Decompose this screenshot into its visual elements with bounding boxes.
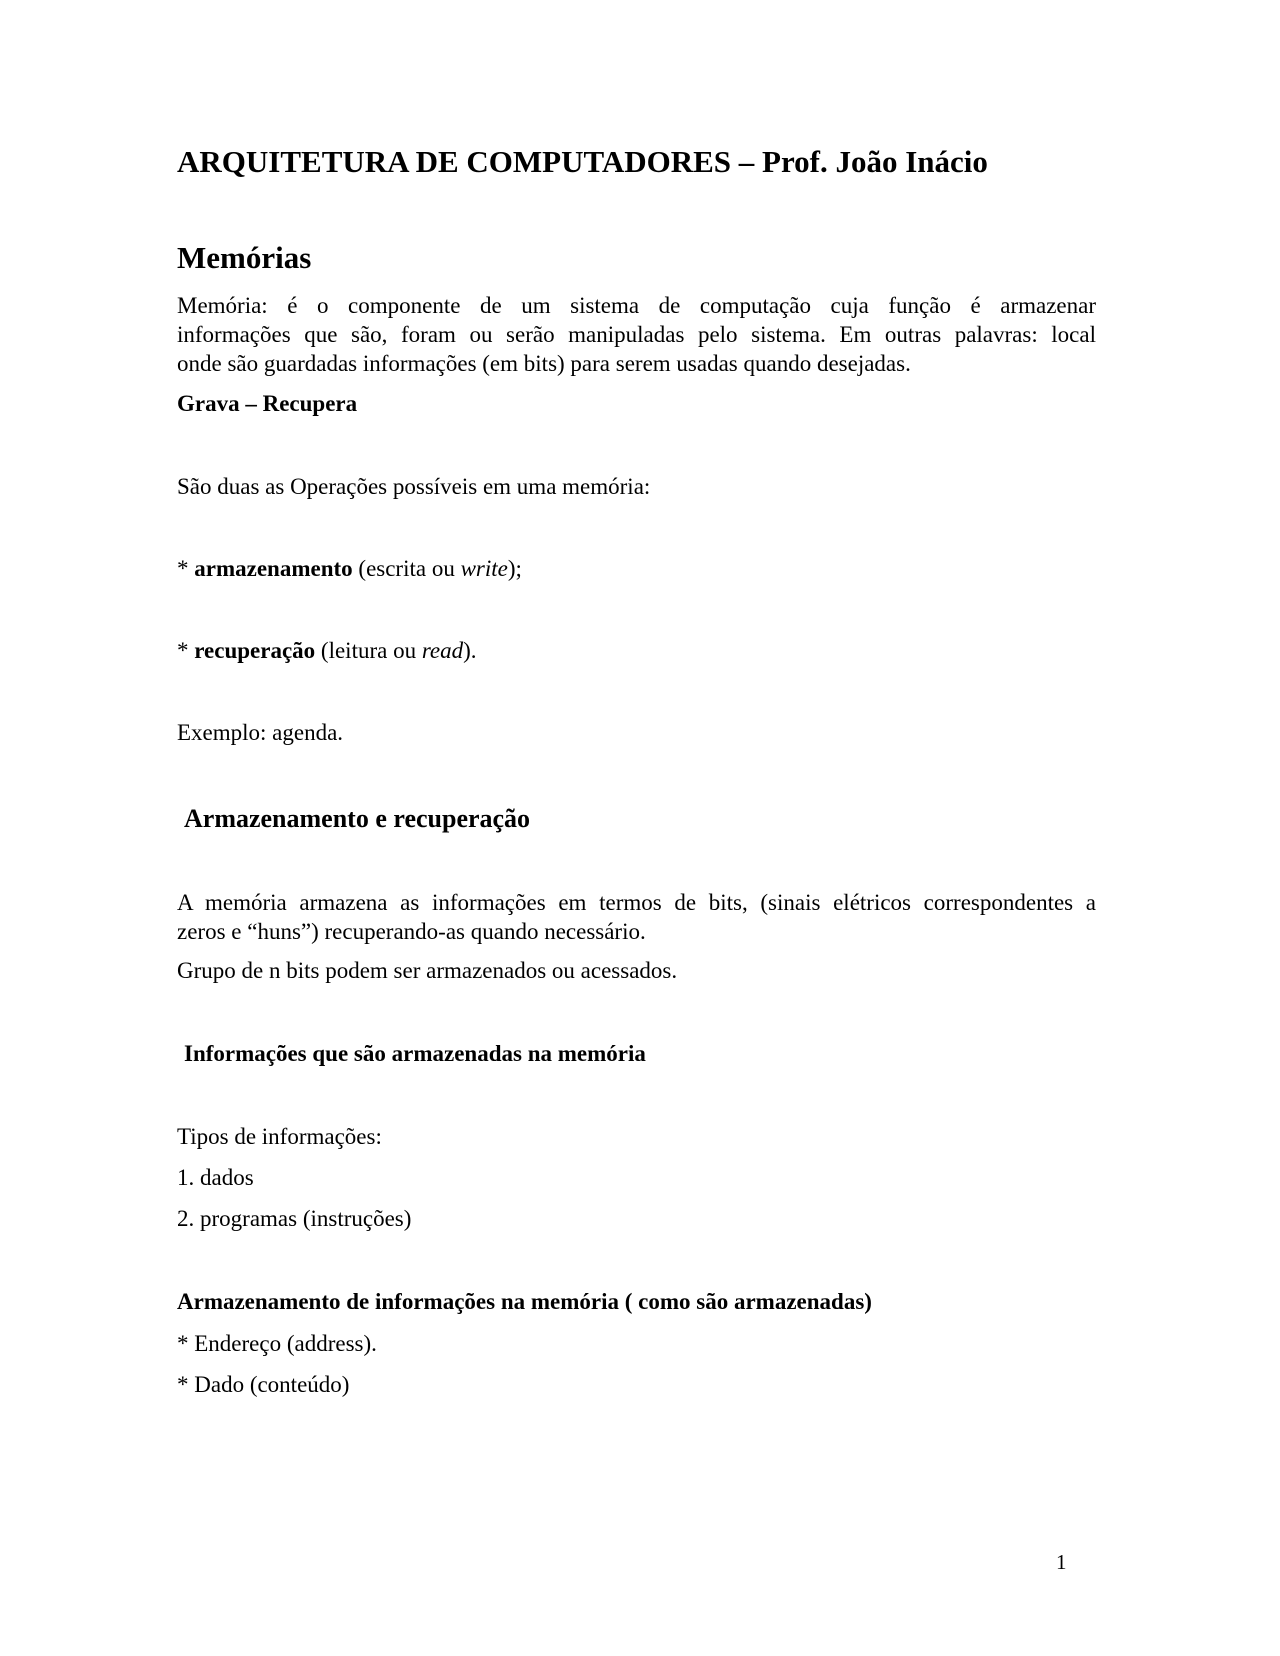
bullet-marker: * xyxy=(177,556,195,581)
page-number: 1 xyxy=(1056,1550,1067,1574)
operation-paren-open: (escrita ou xyxy=(352,556,461,581)
operation-term: armazenamento xyxy=(194,556,353,581)
definition-paragraph xyxy=(177,291,1096,378)
subheading-storage-retrieval: Armazenamento e recuperação xyxy=(184,804,531,833)
subheading-stored-info: Informações que são armazenadas na memória xyxy=(184,1041,646,1066)
operations-intro: São duas as Operações possíveis em uma memória: xyxy=(177,474,651,499)
operation-term: recuperação xyxy=(194,638,316,663)
operation-english: write xyxy=(460,556,508,581)
definition-line: Memória: é o componente de um sistema de computação cuja função é armazenar xyxy=(177,293,1096,318)
list-item: 2. programas (instruções) xyxy=(177,1206,412,1231)
bullet-marker: * xyxy=(177,638,195,663)
document-title: ARQUITETURA DE COMPUTADORES – Prof. João Inácio xyxy=(177,144,988,179)
operation-english: read xyxy=(421,638,464,663)
list-item: 1. dados xyxy=(177,1165,254,1190)
operation-paren-close: ); xyxy=(507,556,522,581)
definition-line: onde são guardadas informações (em bits) para serem usadas quando desejadas. xyxy=(177,351,911,376)
operation-store xyxy=(177,556,522,582)
storage-paragraph xyxy=(177,888,1096,946)
groups-text: Grupo de n bits podem ser armazenados ou acessados. xyxy=(177,958,678,983)
section-heading-memorias: Memórias xyxy=(177,240,312,275)
operation-retrieve xyxy=(177,638,477,664)
definition-line: informações que são, foram ou serão manipuladas pelo sistema. Em outras palavras: local xyxy=(177,322,1096,347)
storage-line: A memória armazena as informações em termos de bits, (sinais elétricos correspondentes a xyxy=(177,890,1096,915)
operation-paren-open: (leitura ou xyxy=(315,638,422,663)
list-item: * Dado (conteúdo) xyxy=(177,1372,350,1397)
subheading-how-stored: Armazenamento de informações na memória ( como são armazenadas) xyxy=(177,1289,872,1314)
example-text: Exemplo: agenda. xyxy=(177,720,344,745)
grava-recupera-label: Grava – Recupera xyxy=(177,391,358,416)
types-intro: Tipos de informações: xyxy=(177,1124,382,1149)
storage-line: zeros e “huns”) recuperando-as quando necessário. xyxy=(177,919,646,944)
list-item: * Endereço (address). xyxy=(177,1331,377,1356)
operation-paren-close: ). xyxy=(463,638,477,663)
